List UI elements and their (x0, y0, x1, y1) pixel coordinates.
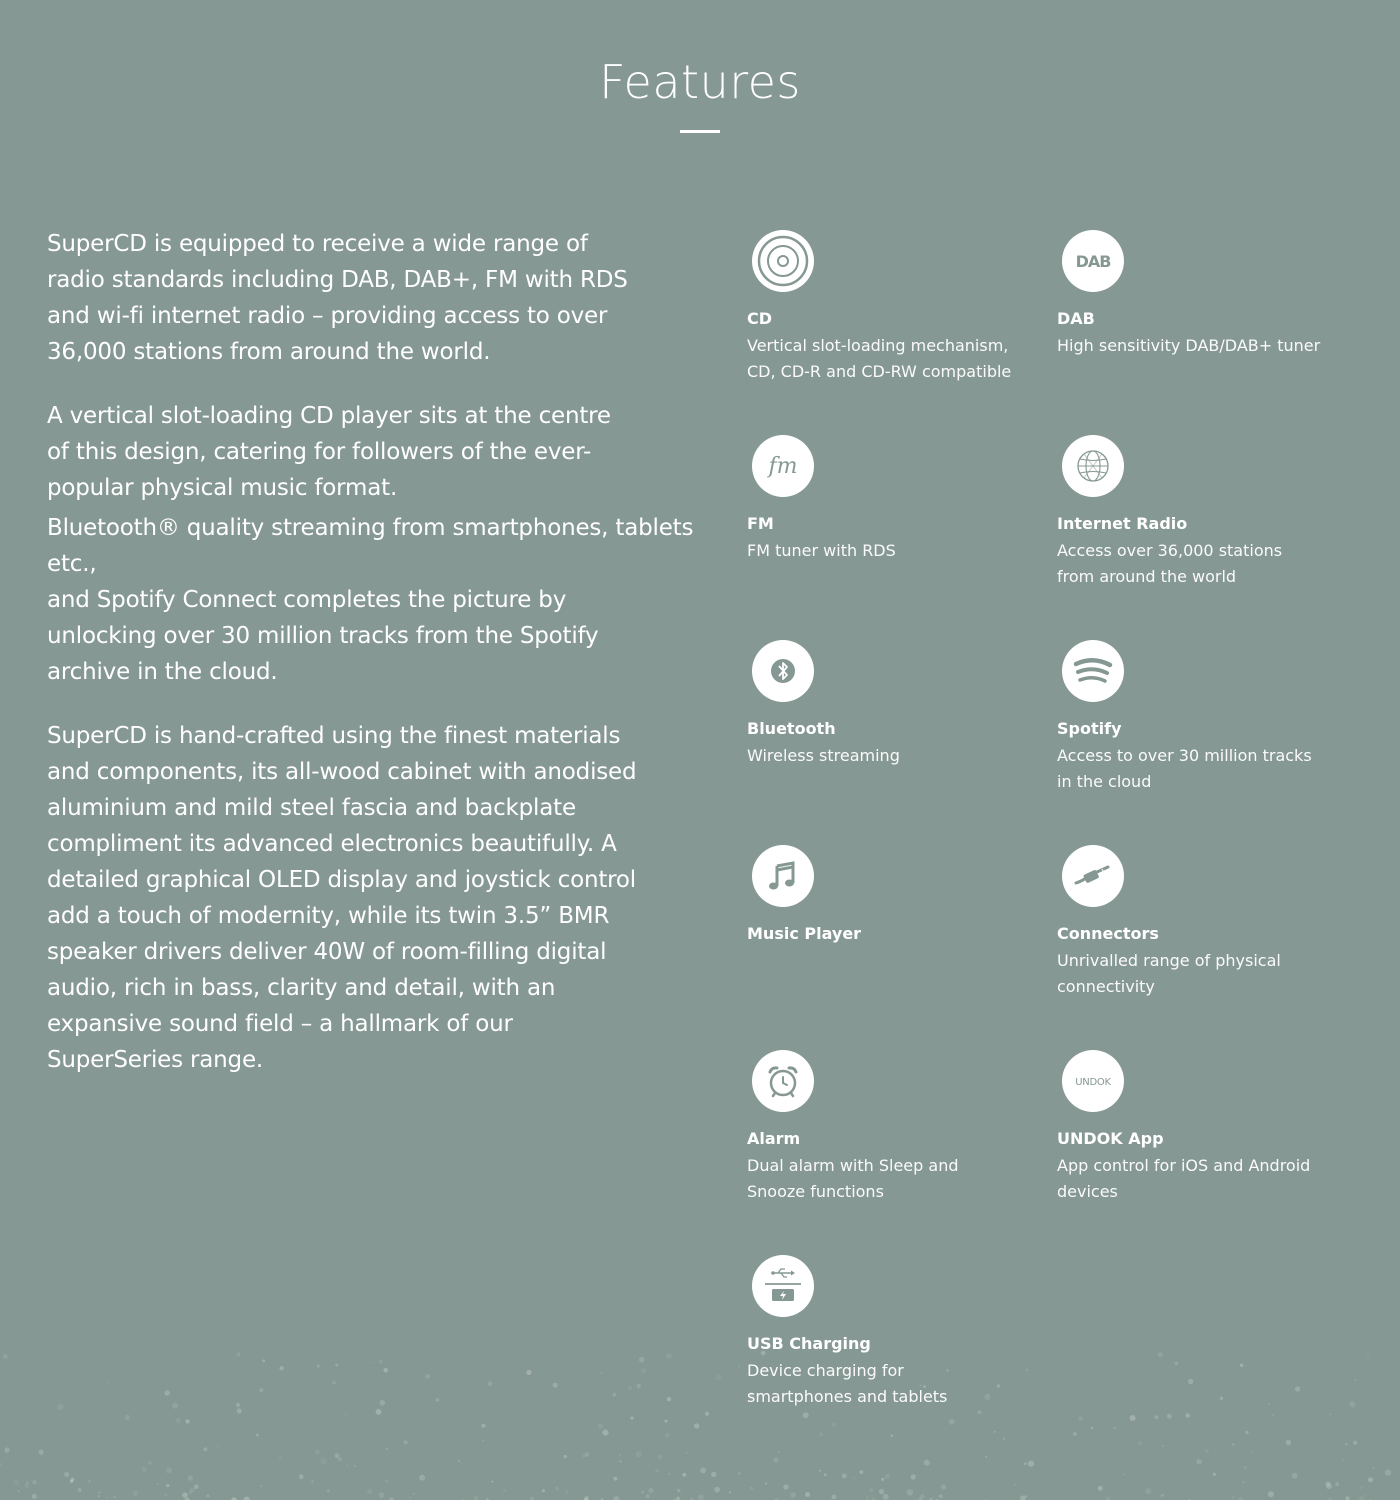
speckle (1025, 1495, 1027, 1497)
speckle (1354, 1379, 1357, 1382)
speckle (321, 1458, 327, 1464)
speckle (1272, 1414, 1274, 1416)
intro-text (47, 226, 727, 1078)
speckle (57, 1404, 63, 1410)
feature-description: Dual alarm with Sleep and Snooze functions (747, 1156, 959, 1201)
speckle (866, 1498, 868, 1500)
speckle (891, 1434, 894, 1437)
speckle (3, 1354, 8, 1359)
speckle (217, 1445, 219, 1447)
speckle (190, 1488, 195, 1493)
usb-charging-icon (752, 1255, 814, 1317)
speckle (994, 1431, 996, 1433)
speckle (620, 1454, 622, 1456)
speckle (676, 1497, 680, 1500)
speckle (677, 1489, 681, 1493)
feature-title: CD (747, 309, 773, 328)
speckle (98, 1495, 100, 1497)
speckle (376, 1409, 382, 1415)
speckle (1162, 1445, 1164, 1447)
speckle (773, 1458, 778, 1463)
page-title: Features (599, 55, 801, 109)
speckle (64, 1472, 69, 1477)
speckle (832, 1495, 837, 1500)
intro-paragraph: SuperCD is hand-crafted using the finest materials and components, its all-wood cabinet with anodised aluminium and mild steel fascia and backplate compliment its advanced electronics beautifully. A detailed graphical OLED display and joystick control add a touch of modernity, while its twin 3.5” BMR speaker drivers deliver 40W of room-filling digital audio, rich in bass, clarity and detail, with an expansive sound field – a hallmark of our SuperSeries range. (47, 723, 637, 1073)
speckle (107, 1383, 109, 1385)
speckle (379, 1360, 383, 1364)
speckle (487, 1381, 492, 1386)
speckle (582, 1455, 585, 1458)
speckle (106, 1497, 108, 1499)
speckle (345, 1414, 347, 1416)
speckle (88, 1480, 91, 1483)
feature-description: Access to over 30 million tracks in the cloud (1057, 746, 1312, 791)
speckle (1268, 1403, 1270, 1405)
speckle (458, 1460, 460, 1462)
speckle (1292, 1473, 1298, 1479)
feature-item-music-player (747, 845, 1017, 948)
speckle (32, 1494, 37, 1499)
feature-item-cd (747, 230, 1017, 385)
speckle (778, 1451, 780, 1453)
speckle (1161, 1494, 1164, 1497)
speckle (26, 1482, 28, 1484)
speckle (585, 1452, 590, 1457)
speckle (1175, 1362, 1179, 1366)
speckle (1196, 1459, 1201, 1464)
speckle (711, 1472, 716, 1477)
speckle (32, 1480, 36, 1484)
dab-icon-text: DAB (1075, 252, 1111, 271)
feature-title: USB Charging (747, 1334, 871, 1353)
speckle (1232, 1496, 1234, 1498)
feature-description: FM tuner with RDS (747, 541, 896, 560)
speckle (665, 1420, 668, 1423)
feature-item-undok (1057, 1050, 1327, 1205)
speckle (870, 1488, 874, 1492)
feature-description: Access over 36,000 stations from around the world (1057, 541, 1283, 586)
feature-description: App control for iOS and Android devices (1057, 1156, 1311, 1201)
speckle (1342, 1459, 1344, 1461)
speckle (419, 1475, 425, 1481)
speckle (148, 1461, 152, 1465)
speckle (335, 1364, 338, 1367)
speckle (598, 1424, 603, 1429)
speckle (842, 1473, 847, 1478)
feature-description: Unrivalled range of physical connectivity (1057, 951, 1281, 996)
speckle (1186, 1413, 1190, 1417)
feature-title: DAB (1057, 309, 1095, 328)
cd-icon (752, 230, 814, 292)
speckle (924, 1460, 930, 1466)
speckle (646, 1494, 650, 1498)
speckle (859, 1470, 863, 1474)
speckle (978, 1410, 982, 1414)
speckle (166, 1484, 170, 1488)
speckle (1123, 1474, 1125, 1476)
speckle (256, 1434, 259, 1437)
speckle (157, 1483, 159, 1485)
speckle (279, 1366, 283, 1370)
speckle (853, 1477, 855, 1479)
speckle (738, 1472, 740, 1474)
speckle (182, 1492, 187, 1497)
speckle (142, 1467, 147, 1472)
speckle (380, 1400, 385, 1405)
speckle (317, 1364, 320, 1367)
speckle (641, 1491, 644, 1494)
speckle (1295, 1386, 1300, 1391)
speckle (700, 1468, 706, 1474)
speckle (206, 1494, 209, 1497)
speckle (620, 1461, 622, 1463)
speckle (5, 1447, 10, 1452)
speckle (338, 1457, 342, 1461)
speckle (386, 1448, 388, 1450)
speckle (409, 1497, 411, 1499)
speckle (236, 1403, 240, 1407)
speckle (0, 1463, 2, 1467)
feature-title: UNDOK App (1057, 1129, 1164, 1148)
speckle (185, 1419, 189, 1423)
speckle (175, 1418, 181, 1424)
speckle (1367, 1354, 1370, 1357)
dab-icon (1062, 230, 1124, 292)
speckle (491, 1481, 493, 1483)
speckle (637, 1384, 641, 1388)
speckle (1373, 1467, 1375, 1469)
speckle (259, 1388, 263, 1392)
feature-description: High sensitivity DAB/DAB+ tuner (1057, 336, 1321, 355)
speckle (1098, 1486, 1103, 1491)
speckle (18, 1490, 20, 1492)
speckle (481, 1424, 485, 1428)
speckle (203, 1447, 207, 1451)
speckle (1244, 1466, 1247, 1469)
speckle (907, 1489, 913, 1495)
speckle (824, 1473, 827, 1476)
speckle (260, 1485, 262, 1487)
speckle (1113, 1427, 1115, 1429)
speckle (78, 1488, 82, 1492)
speckle (783, 1484, 788, 1489)
undok-icon-text: UNDOK (1075, 1077, 1111, 1088)
speckle (1329, 1413, 1331, 1415)
speckle (556, 1487, 558, 1489)
features-header (0, 52, 1400, 133)
feature-item-dab (1057, 230, 1327, 359)
speckle (1014, 1484, 1016, 1486)
speckle (346, 1464, 348, 1466)
speckle (1078, 1416, 1083, 1421)
title-underline (680, 130, 720, 133)
speckle (1020, 1496, 1025, 1500)
speckle (14, 1480, 19, 1485)
speckle (694, 1423, 699, 1428)
speckle (565, 1491, 568, 1494)
feature-title: Internet Radio (1057, 514, 1188, 533)
speckle (526, 1370, 531, 1375)
speckle (436, 1398, 440, 1402)
speckle (404, 1440, 408, 1444)
speckle (425, 1374, 429, 1378)
speckle (1002, 1437, 1005, 1440)
globe-icon (1062, 435, 1124, 497)
feature-title: Bluetooth (747, 719, 836, 738)
speckle (542, 1489, 545, 1492)
speckle (553, 1383, 558, 1388)
intro-paragraph: Bluetooth® quality streaming from smartphones, tablets etc., and Spotify Connect completes the picture by unlocking over 30 million tracks from the Spotify archive in the cloud. (47, 515, 694, 685)
speckle (832, 1423, 836, 1427)
speckle (666, 1353, 672, 1359)
speckle (941, 1484, 946, 1489)
speckle (613, 1496, 619, 1500)
speckle (1154, 1415, 1158, 1419)
speckle (600, 1372, 602, 1374)
speckle (803, 1412, 809, 1418)
speckle (188, 1475, 193, 1480)
speckle (327, 1489, 330, 1492)
feature-title: FM (747, 514, 774, 533)
speckle (648, 1488, 653, 1493)
speckle (949, 1419, 955, 1425)
speckle (113, 1496, 115, 1498)
fm-icon (752, 435, 814, 497)
speckle (70, 1480, 73, 1483)
speckle (354, 1465, 356, 1467)
speckle (911, 1474, 916, 1479)
speckle (474, 1496, 479, 1500)
speckle (482, 1439, 484, 1441)
speckle (166, 1467, 172, 1473)
speckle (1268, 1491, 1274, 1497)
speckle (1024, 1462, 1027, 1465)
speckle (1363, 1494, 1365, 1496)
speckle (641, 1368, 646, 1373)
speckle (628, 1386, 632, 1390)
speckle (503, 1489, 506, 1492)
feature-title: Connectors (1057, 924, 1159, 943)
speckle (1353, 1441, 1357, 1445)
speckle (385, 1480, 388, 1483)
speckle (639, 1357, 645, 1363)
speckle (237, 1352, 241, 1356)
speckle (613, 1393, 617, 1397)
feature-title: Spotify (1057, 719, 1122, 738)
speckle (1028, 1461, 1034, 1467)
speckle (164, 1493, 167, 1496)
speckle (411, 1350, 413, 1352)
speckle (39, 1450, 44, 1455)
speckle (881, 1478, 884, 1481)
speckle (1106, 1496, 1108, 1498)
speckle (883, 1494, 889, 1500)
speckle (379, 1492, 385, 1498)
speckle (866, 1496, 868, 1498)
speckle (698, 1494, 704, 1500)
speckle (1158, 1352, 1163, 1357)
speckle (383, 1368, 388, 1373)
speckle (1240, 1364, 1243, 1367)
speckle (237, 1408, 242, 1413)
speckle (1232, 1444, 1234, 1446)
speckle (564, 1455, 567, 1458)
feature-title: Music Player (747, 924, 862, 943)
speckle (790, 1492, 796, 1498)
music-note-icon (752, 845, 814, 907)
feature-item-fm (747, 435, 1017, 564)
intro-paragraph: SuperCD is equipped to receive a wide range of radio standards including DAB, DAB+, FM with RDS and wi-fi internet radio – providing access to over 36,000 stations from around the world. (47, 231, 628, 365)
connector-plug-icon (1062, 845, 1124, 907)
speckle (194, 1485, 199, 1490)
speckle (25, 1483, 30, 1488)
speckle (1335, 1482, 1339, 1486)
speckle (244, 1497, 250, 1500)
speckle (879, 1489, 884, 1494)
speckle (1326, 1483, 1332, 1489)
speckle (729, 1492, 731, 1494)
speckle (1286, 1440, 1291, 1445)
feature-title: Alarm (747, 1129, 801, 1148)
speckle (1220, 1397, 1223, 1400)
feature-description: Vertical slot-loading mechanism, CD, CD-R and CD-RW compatible (747, 336, 1012, 381)
feature-item-internet-radio (1057, 435, 1327, 590)
speckle (311, 1480, 314, 1483)
speckle (682, 1473, 686, 1477)
bluetooth-icon (752, 640, 814, 702)
speckle (920, 1494, 925, 1499)
speckle (716, 1374, 722, 1380)
speckle (1346, 1496, 1350, 1500)
speckle (705, 1412, 709, 1416)
speckle (125, 1415, 130, 1420)
speckle (373, 1362, 375, 1364)
speckle (1368, 1477, 1373, 1482)
speckle (367, 1489, 372, 1494)
speckle (1206, 1450, 1209, 1453)
speckle (1130, 1415, 1136, 1421)
speckle (738, 1366, 740, 1368)
speckle (665, 1433, 669, 1437)
speckle (658, 1455, 663, 1460)
feature-description: Device charging for smartphones and tablets (747, 1361, 948, 1406)
speckle (1213, 1473, 1216, 1476)
speckle (279, 1457, 282, 1460)
speckle (765, 1482, 767, 1484)
speckle (1091, 1427, 1094, 1430)
speckle (805, 1492, 810, 1497)
feature-item-bluetooth (747, 640, 1017, 769)
feature-description: Wireless streaming (747, 746, 900, 765)
speckle (98, 1491, 100, 1493)
speckle (332, 1381, 336, 1385)
speckle (315, 1450, 320, 1455)
speckle (165, 1390, 170, 1395)
speckle (750, 1487, 753, 1490)
speckle (555, 1487, 559, 1491)
speckle (172, 1403, 178, 1409)
speckle (884, 1474, 890, 1480)
speckle (1138, 1441, 1142, 1445)
speckle (667, 1397, 671, 1401)
speckle (1026, 1369, 1028, 1371)
spotify-icon (1062, 640, 1124, 702)
speckle (602, 1430, 608, 1436)
speckle (714, 1487, 720, 1493)
undok-icon (1062, 1050, 1124, 1112)
feature-item-usb-charging (747, 1255, 1017, 1410)
speckle (1385, 1470, 1391, 1476)
speckle (585, 1496, 589, 1500)
speckle (630, 1417, 633, 1420)
speckle (819, 1470, 821, 1472)
speckle (1345, 1443, 1348, 1446)
speckle (1242, 1481, 1245, 1484)
speckle (1073, 1432, 1077, 1436)
speckle (413, 1493, 415, 1495)
speckle (819, 1433, 823, 1437)
speckle (655, 1469, 658, 1472)
speckle (985, 1456, 987, 1458)
speckle (1245, 1431, 1248, 1434)
speckle (1360, 1487, 1362, 1489)
speckle (1325, 1481, 1330, 1486)
speckle (1188, 1379, 1193, 1384)
alarm-clock-icon (752, 1050, 814, 1112)
intro-paragraph: A vertical slot-loading CD player sits at the centre of this design, catering for followers of the ever- popular physical music format. (47, 403, 611, 501)
feature-item-connectors (1057, 845, 1327, 1000)
speckle (189, 1491, 193, 1495)
speckle (1145, 1488, 1151, 1494)
speckle (668, 1473, 670, 1475)
feature-item-spotify (1057, 640, 1327, 795)
speckle (1359, 1496, 1365, 1500)
speckle (71, 1478, 75, 1482)
speckle (686, 1452, 688, 1454)
speckle (299, 1474, 304, 1479)
speckle (133, 1491, 138, 1496)
speckle (335, 1453, 340, 1458)
speckle (636, 1451, 642, 1457)
speckle (1251, 1451, 1253, 1453)
speckle (613, 1477, 617, 1481)
speckle-decoration (0, 1330, 1400, 1500)
speckle (1167, 1414, 1172, 1419)
feature-item-alarm (747, 1050, 1017, 1205)
speckle (262, 1359, 265, 1362)
speckle (1349, 1401, 1355, 1407)
speckle (939, 1494, 943, 1498)
fm-icon-text: fm (768, 454, 798, 479)
